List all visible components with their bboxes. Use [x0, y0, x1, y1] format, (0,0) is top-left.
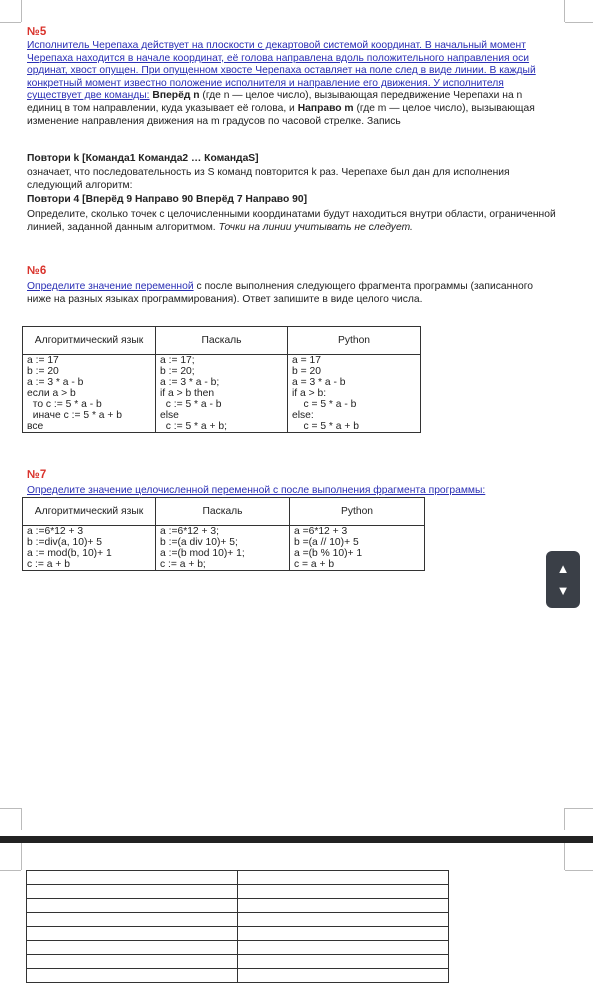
- table-header: Python: [290, 498, 425, 526]
- task5-question: [27, 209, 557, 234]
- code-cell: b := 20;: [156, 366, 288, 377]
- task7-table: [22, 497, 425, 571]
- code-cell: c = 5 * a - b: [288, 399, 421, 410]
- task6-description: [27, 281, 557, 306]
- code-cell: b =(a // 10)+ 5: [290, 537, 425, 548]
- code-cell: то c := 5 * a - b: [23, 399, 156, 410]
- blank-cell: [27, 913, 238, 927]
- crop-mark: [565, 870, 593, 871]
- code-cell: b := 20: [23, 366, 156, 377]
- code-cell: a = 3 * a - b: [288, 377, 421, 388]
- code-cell: b = 20: [288, 366, 421, 377]
- page-scroll-widget: [546, 551, 580, 608]
- task5-text-b: (где m — целое число), вызывающая изменение направления движения на m градусов по часовой стрелке. Запись: [27, 102, 535, 127]
- blank-cell: [27, 871, 238, 885]
- table-row: [23, 421, 421, 433]
- task5-intro-link[interactable]: Исполнитель Черепаха действует на плоскости с декартовой системой координат. В начальный момент Черепаха находится в начале координат, её голова направлена вдоль положительного направления оси ординат, хвост опущен. При опущенном хвосте Черепаха оставляет на поле след в виде линии. В каждый конкретный момент известно положение исполнителя и направление его движения. У исполнителя существует две команды:: [27, 40, 536, 102]
- code-cell: a =(b % 10)+ 1: [290, 548, 425, 559]
- code-cell: a :=6*12 + 3;: [156, 526, 290, 538]
- code-cell: b :=div(a, 10)+ 5: [23, 537, 156, 548]
- code-cell: c = a + b: [290, 559, 425, 571]
- task5-cmd-right: Направо m: [297, 102, 354, 114]
- table-header: Паскаль: [156, 498, 290, 526]
- task6-intro-rest: c после выполнения следующего фрагмента программы (записанного ниже на разных языках программирования). Ответ запишите в виде целого числа.: [27, 281, 533, 305]
- crop-mark: [0, 808, 21, 809]
- table-row: [27, 969, 449, 983]
- blank-cell: [238, 955, 449, 969]
- code-cell: a := 17;: [156, 355, 288, 367]
- task5-number: №5: [27, 26, 47, 38]
- table-row: [27, 941, 449, 955]
- blank-cell: [27, 955, 238, 969]
- code-cell: a := 3 * a - b: [23, 377, 156, 388]
- table-row: [23, 410, 421, 421]
- code-cell: else:: [288, 410, 421, 421]
- blank-cell: [27, 899, 238, 913]
- crop-mark: [565, 808, 593, 809]
- table-header: Python: [288, 327, 421, 355]
- blank-cell: [27, 885, 238, 899]
- table-row: [23, 537, 425, 548]
- table-row: [23, 548, 425, 559]
- task7-description: [27, 485, 557, 498]
- blank-cell: [27, 969, 238, 983]
- task7-number: №7: [27, 469, 47, 481]
- crop-mark: [0, 870, 21, 871]
- task5-description: [27, 40, 557, 128]
- code-cell: иначе c := 5 * a + b: [23, 410, 156, 421]
- code-cell: if a > b then: [156, 388, 288, 399]
- task5-cmd-forward: Вперёд n: [152, 90, 200, 102]
- task5-meaning: означает, что последовательность из S команд повторится k раз. Черепахе был дан для исполнения следующий алгоритм:: [27, 167, 510, 191]
- table-row: [27, 927, 449, 941]
- blank-cell: [238, 941, 449, 955]
- code-cell: c = 5 * a + b: [288, 421, 421, 433]
- blank-cell: [238, 969, 449, 983]
- code-cell: c := a + b: [23, 559, 156, 571]
- code-cell: если a > b: [23, 388, 156, 399]
- task5-repeat-syntax: Повтори k [Команда1 Команда2 … КомандаS]: [27, 153, 259, 164]
- table-row: [23, 355, 421, 367]
- table-header: Паскаль: [156, 327, 288, 355]
- code-cell: a := 17: [23, 355, 156, 367]
- task5-algorithm: Повтори 4 [Вперёд 9 Направо 90 Вперёд 7 Направо 90]: [27, 194, 308, 205]
- blank-cell: [238, 913, 449, 927]
- blank-cell: [27, 941, 238, 955]
- code-cell: else: [156, 410, 288, 421]
- task6-number: №6: [27, 265, 47, 277]
- page-separator: [0, 836, 593, 843]
- table-row: [23, 559, 425, 571]
- code-cell: a := mod(b, 10)+ 1: [23, 548, 156, 559]
- code-cell: if a > b:: [288, 388, 421, 399]
- scroll-down-icon[interactable]: ▼: [556, 583, 570, 598]
- code-cell: c := 5 * a + b;: [156, 421, 288, 433]
- table-row: [23, 388, 421, 399]
- blank-cell: [27, 927, 238, 941]
- crop-mark: [21, 808, 22, 830]
- blank-cell: [238, 871, 449, 885]
- crop-mark: [21, 843, 22, 870]
- crop-mark: [564, 808, 565, 830]
- task6-table: [22, 326, 421, 433]
- scroll-up-icon[interactable]: ▲: [556, 561, 570, 576]
- table-row: [27, 871, 449, 885]
- table-row: [27, 913, 449, 927]
- table-row: [27, 899, 449, 913]
- code-cell: a = 17: [288, 355, 421, 367]
- code-cell: a :=(b mod 10)+ 1;: [156, 548, 290, 559]
- blank-cell: [238, 899, 449, 913]
- table-header: Алгоритмический язык: [23, 498, 156, 526]
- code-cell: a := 3 * a - b;: [156, 377, 288, 388]
- task5-note: Точки на линии учитывать не следует.: [218, 221, 413, 233]
- table-row: [23, 526, 425, 538]
- crop-mark: [0, 22, 21, 23]
- blank-cell: [238, 885, 449, 899]
- task5-question-text: Определите, сколько точек с целочисленными координатами будут находиться внутри области, ограниченной линией, заданной данным алгоритмом.: [27, 209, 556, 233]
- table-row: [27, 955, 449, 969]
- task6-intro-link[interactable]: Определите значение переменной: [27, 281, 194, 292]
- code-cell: c := a + b;: [156, 559, 290, 571]
- code-cell: a =6*12 + 3: [290, 526, 425, 538]
- crop-mark: [564, 843, 565, 870]
- task5-text-a: (где n — целое число), вызывающая передвижение Черепахи на n единиц в том направлении, куда указывает её голова, и: [27, 90, 523, 114]
- table-row: [23, 377, 421, 388]
- code-cell: a :=6*12 + 3: [23, 526, 156, 538]
- blank-table: [26, 870, 449, 983]
- crop-mark: [565, 22, 593, 23]
- code-cell: b :=(a div 10)+ 5;: [156, 537, 290, 548]
- table-row: [27, 885, 449, 899]
- task7-intro-link[interactable]: Определите значение целочисленной переменной с после выполнения фрагмента программы:: [27, 485, 486, 496]
- table-row: [23, 366, 421, 377]
- crop-mark: [564, 0, 565, 22]
- crop-mark: [21, 0, 22, 22]
- table-header: Алгоритмический язык: [23, 327, 156, 355]
- code-cell: все: [23, 421, 156, 433]
- blank-cell: [238, 927, 449, 941]
- code-cell: c := 5 * a - b: [156, 399, 288, 410]
- table-row: [23, 399, 421, 410]
